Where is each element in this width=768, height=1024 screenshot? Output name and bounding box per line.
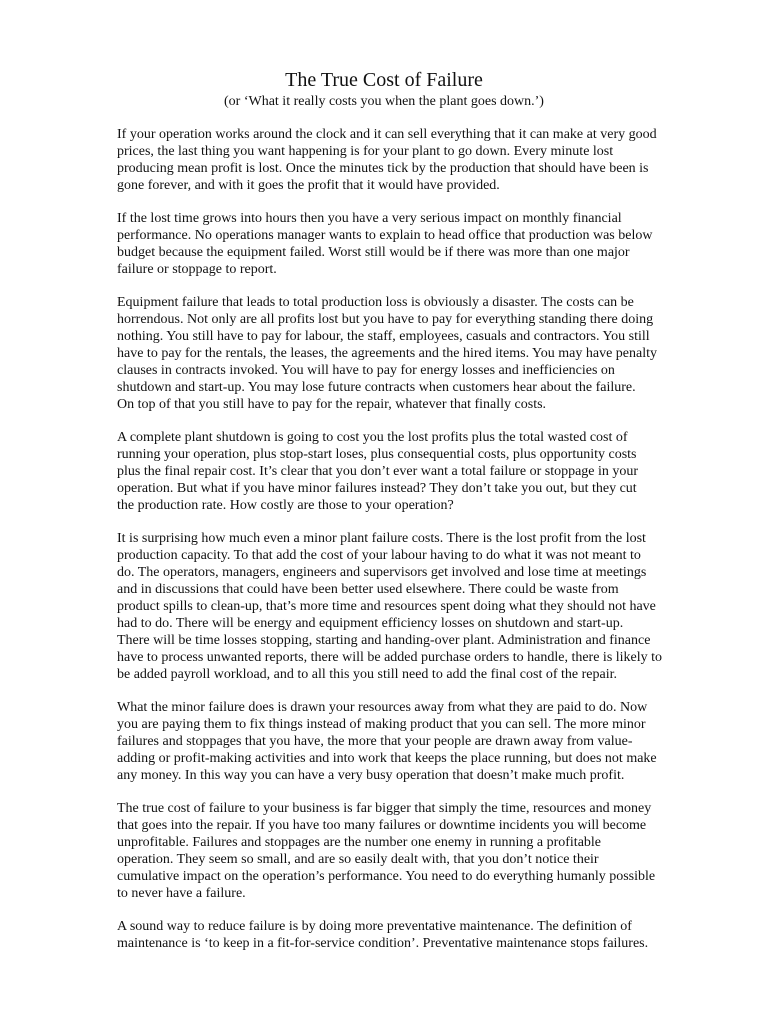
text-line: There will be time losses stopping, starting and handing-over plant. Administration and finance <box>117 633 651 648</box>
text-line: production capacity. To that add the cost of your labour having to do what it was not meant to <box>117 548 641 563</box>
text-line: Equipment failure that leads to total production loss is obviously a disaster. The costs can be <box>117 295 634 310</box>
paragraph-6 <box>117 699 657 784</box>
text-line: cumulative impact on the operation’s performance. You need to do everything humanly possible <box>117 869 656 884</box>
text-line: unprofitable. Failures and stoppages are the number one enemy in running a profitable <box>117 835 602 850</box>
text-line: maintenance is ‘to keep in a fit-for-service condition’. Preventative maintenance stops failures. <box>117 936 649 951</box>
paragraph-3 <box>117 294 657 413</box>
text-line: If your operation works around the clock and it can sell everything that it can make at very good <box>117 127 657 142</box>
text-line: What the minor failure does is drawn your resources away from what they are paid to do. Now <box>117 700 648 715</box>
text-line: It is surprising how much even a minor plant failure costs. There is the lost profit from the lost <box>117 531 646 546</box>
paragraph-5 <box>117 530 663 683</box>
text-line: be added payroll workload, and to all this you still need to add the final cost of the repair. <box>117 667 617 682</box>
text-line: any money. In this way you can have a very busy operation that doesn’t make much profit. <box>117 768 625 783</box>
text-line: A complete plant shutdown is going to cost you the lost profits plus the total wasted cost of <box>117 430 628 445</box>
text-line: the production rate. How costly are those to your operation? <box>117 498 454 513</box>
text-line: clauses in contracts invoked. You will have to pay for energy losses and inefficiencies on <box>117 363 615 378</box>
paragraph-4 <box>117 429 657 514</box>
text-line: prices, the last thing you want happening is for your plant to go down. Every minute lost <box>117 144 614 159</box>
text-line: The true cost of failure to your business is far bigger that simply the time, resources and money <box>117 801 652 816</box>
text-line: adding or profit-making activities and into work that keeps the place running, but does not make <box>117 751 657 766</box>
text-line: have to pay for the rentals, the leases, the agreements and the hired items. You may have penalty <box>117 346 657 361</box>
text-line: On top of that you still have to pay for the repair, whatever that finally costs. <box>117 397 547 412</box>
text-line: and in discussions that could have been better used elsewhere. There could be waste from <box>117 582 619 597</box>
text-line: failures and stoppages that you have, the more that your people are drawn away from value- <box>117 734 633 749</box>
text-line: have to process unwanted reports, there will be added purchase orders to handle, there is likely to <box>117 650 663 665</box>
text-line: If the lost time grows into hours then you have a very serious impact on monthly financial <box>117 211 622 226</box>
text-line: do. The operators, managers, engineers and supervisors get involved and lose time at meetings <box>117 565 647 580</box>
text-line: operation. They seem so small, and are so easily dealt with, that you don’t notice their <box>117 852 599 867</box>
text-line: failure or stoppage to report. <box>117 262 277 277</box>
text-line: operation. But what if you have minor failures instead? They don’t take you out, but they cut <box>117 481 637 496</box>
text-line: gone forever, and with it goes the profit that it would have provided. <box>117 178 500 193</box>
text-line: to never have a failure. <box>117 886 246 901</box>
paragraph-7 <box>117 800 657 902</box>
text-line: budget because the equipment failed. Worst still would be if there was more than one major <box>117 245 630 260</box>
paragraph-8 <box>117 918 657 952</box>
text-line: product spills to clean-up, that’s more time and resources spent doing what they should not have <box>117 599 656 614</box>
text-line: producing mean profit is lost. Once the minutes tick by the production that should have been is <box>117 161 649 176</box>
text-line: you are paying them to fix things instead of making product that you can sell. The more minor <box>117 717 646 732</box>
text-line: A sound way to reduce failure is by doing more preventative maintenance. The definition of <box>117 919 632 934</box>
text-line: running your operation, plus stop-start loses, plus consequential costs, plus opportunity costs <box>117 447 637 462</box>
document-subtitle: (or ‘What it really costs you when the plant goes down.’) <box>224 94 544 109</box>
text-line: shutdown and start-up. You may lose future contracts when customers hear about the failure. <box>117 380 636 395</box>
text-line: plus the final repair cost. It’s clear that you don’t ever want a total failure or stoppage in your <box>117 464 639 479</box>
text-line: had to do. There will be energy and equipment efficiency losses on shutdown and start-up. <box>117 616 624 631</box>
text-line: nothing. You still have to pay for labour, the staff, employees, casuals and contractors. You still <box>117 329 650 344</box>
text-line: that goes into the repair. If you have too many failures or downtime incidents you will become <box>117 818 647 833</box>
text-line: horrendous. Not only are all profits lost but you have to pay for everything standing there doing <box>117 312 654 327</box>
paragraph-2 <box>117 210 657 278</box>
text-line: performance. No operations manager wants to explain to head office that production was below <box>117 228 653 243</box>
document-title: The True Cost of Failure <box>285 69 483 91</box>
paragraph-1 <box>117 126 657 194</box>
document-body <box>117 126 663 968</box>
